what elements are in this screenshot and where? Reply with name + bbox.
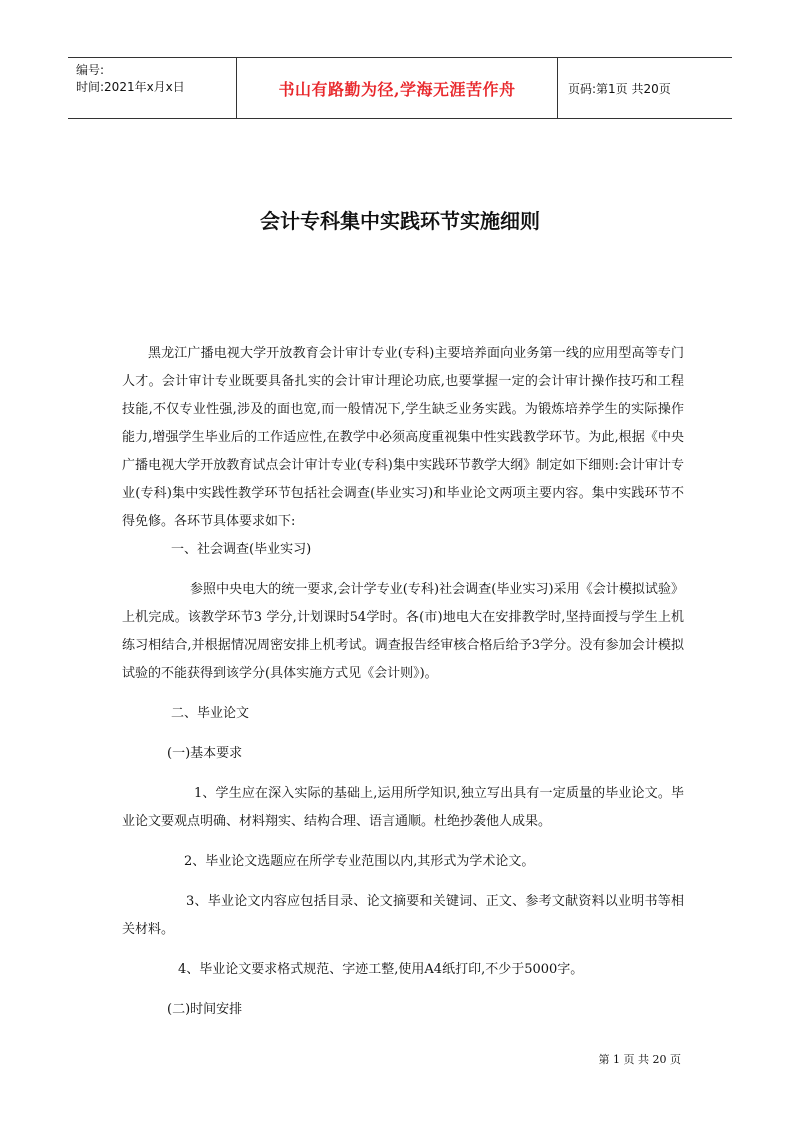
intro-paragraph: 黑龙江广播电视大学开放教育会计审计专业(专科)主要培养面向业务第一线的应用型高等专门人才。会计审计专业既要具备扎实的会计审计理论功底,也要掌握一定的会计审计操作技巧和工程技能,不仅专业性强,涉及的面也宽,而一般情况下,学生缺乏业务实践。为锻炼培养学生的实际操作能力,增强学生毕业后的工作适应性,在教学中必须高度重视集中性实践教学环节。为此,根据《中央广播电视大学开放教育试点会计审计专业(专科)集中实践环节教学大纲》制定如下细则:会计审计专业(专科)集中实践性教学环节包括社会调查(毕业实习)和毕业论文两项主要内容。集中实践环节不得免修。各环节具体要求如下: <box>122 346 684 529</box>
subsection-basic-requirements: (一)基本要求 <box>167 746 243 761</box>
list-item: 2、毕业论文选题应在所学专业范围以内,其形式为学术论文。 <box>184 854 535 869</box>
list-item: 1、学生应在深入实际的基础上,运用所学知识,独立写出具有一定质量的毕业论文。毕业论文要观点明确、材料翔实、结构合理、语言通顺。杜绝抄袭他人成果。 <box>122 786 684 829</box>
time-label: 时间:2021年x月x日 <box>76 80 185 94</box>
section1-heading: 一、社会调查(毕业实习) <box>171 542 312 557</box>
document-title: 会计专科集中实践环节实施细则 <box>260 209 540 233</box>
list-item: 3、毕业论文内容应包括目录、论文摘要和关键词、正文、参考文献资料以业明书等相关材料。 <box>122 894 684 937</box>
header-meta <box>68 58 237 118</box>
serial-label: 编号: <box>76 63 105 77</box>
list-item: 4、毕业论文要求格式规范、字迹工整,使用A4纸打印,不少于5000字。 <box>178 962 584 977</box>
page-footer: 第 1 页 共 20 页 <box>598 1053 681 1066</box>
section2-heading: 二、毕业论文 <box>171 706 250 721</box>
header-motto: 书山有路勤为径,学海无涯苦作舟 <box>237 58 558 118</box>
header-page-label: 页码:第1页 共20页 <box>568 81 671 96</box>
subsection-time-schedule: (二)时间安排 <box>167 1002 243 1017</box>
section1-paragraph: 参照中央电大的统一要求,会计学专业(专科)社会调查(毕业实习)采用《会计模拟试验》上机完成。该教学环节3 学分,计划课时54学时。各(市)地电大在安排教学时,坚持面授与学生上机练习相结合,并根据情况周密安排上机考试。调查报告经审核合格后给予3学分。没有参加会计模拟试验的不能获得到该学分(具体实施方式见《会计则》)。 <box>122 582 684 681</box>
document-body <box>122 340 684 1024</box>
header-table <box>68 57 732 119</box>
